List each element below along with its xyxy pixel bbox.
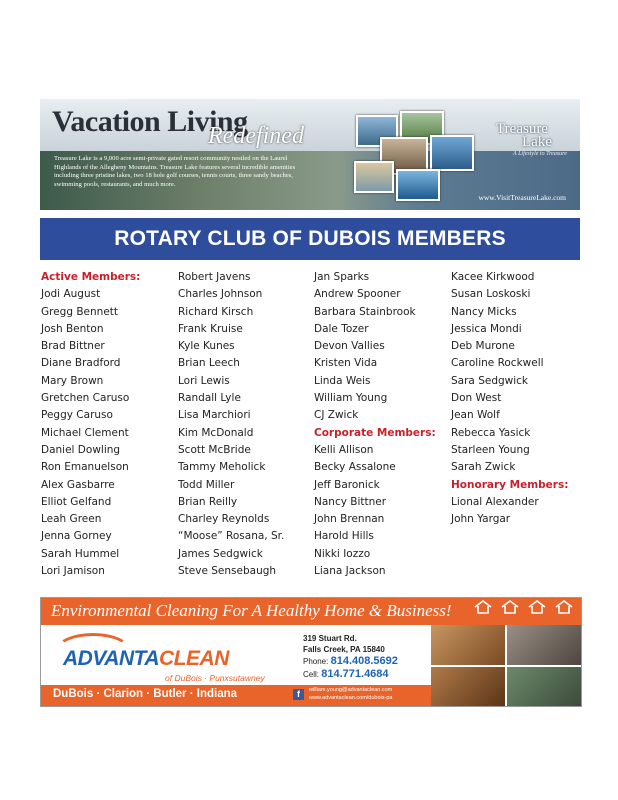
member-name: Charles Johnson [178, 288, 263, 301]
member-name: Devon Vallies [314, 340, 385, 353]
member-name: Lional Alexander [451, 495, 539, 508]
member-name: Daniel Dowling [41, 443, 121, 456]
ad-photo-collage [350, 111, 476, 201]
member-name: Liana Jackson [314, 565, 386, 578]
floor-photo [431, 667, 505, 706]
member-name: Don West [451, 392, 502, 405]
member-name: Linda Weis [314, 374, 371, 387]
ad-headline-script: Redefined [208, 123, 304, 149]
house-icon [526, 600, 548, 620]
member-name: Jean Wolf [451, 409, 500, 422]
member-name: Josh Benton [41, 322, 104, 335]
member-name: Dale Tozer [314, 322, 369, 335]
service-cities: DuBois · Clarion · Butler · Indiana [53, 688, 238, 700]
advantaclean-logo-area [41, 625, 301, 685]
advantaclean-ad [40, 597, 582, 707]
member-name: Frank Kruise [178, 322, 243, 335]
member-name: Alex Gasbarre [41, 478, 115, 491]
member-name: Robert Javens [178, 271, 251, 283]
member-name: Charley Reynolds [178, 513, 270, 526]
member-name: Diane Bradford [41, 357, 121, 370]
member-section-header: Honorary Members: [451, 478, 569, 491]
member-name: James Sedgwick [178, 547, 263, 560]
member-name: Ron Emanuelson [41, 461, 129, 474]
member-name: Gretchen Caruso [41, 392, 130, 405]
ad-headline: Vacation Living [52, 105, 248, 138]
member-name: John Yargar [451, 513, 511, 526]
member-name: Brad Bittner [41, 340, 105, 353]
member-name: William Young [314, 392, 388, 405]
member-name: Andrew Spooner [314, 288, 401, 301]
logo-subtitle: of DuBois · Punxsutawney [165, 673, 265, 683]
member-name: Richard Kirsch [178, 305, 254, 318]
cell-line [303, 668, 423, 681]
member-name: Harold Hills [314, 530, 374, 543]
basement-photo [507, 625, 581, 665]
logo-clean: CLEAN [159, 647, 229, 670]
ad-description: Treasure Lake is a 9,000 acre semi-private gated resort community nestled on the Laurel Highlands of the Allegheny Mountains. Treasure Lake features several incredible amenities including three pristine lakes, two 18 hole golf courses, tennis courts, three sandy beaches, swimming pools, restaurants, and much more. [54, 155, 296, 188]
member-name: Tammy Meholick [178, 461, 266, 474]
member-name: Becky Assalone [314, 461, 396, 474]
member-name: “Moose” Rosana, Sr. [178, 530, 285, 543]
house-icon [472, 600, 494, 620]
member-name: Nikki Iozzo [314, 547, 371, 560]
treasure-lake-ad [40, 99, 580, 210]
member-column-3 [314, 269, 436, 580]
member-column-4 [451, 269, 568, 528]
cell-label: Cell: [303, 670, 320, 679]
member-name: John Brennan [314, 513, 385, 526]
member-column-1 [41, 269, 140, 580]
ad-url: www.VisitTreasureLake.com [478, 193, 566, 202]
ad-slogan-bar [41, 598, 581, 625]
website-address: www.advantaclean.com/dubois-pa [309, 694, 393, 701]
member-section-header: Corporate Members: [314, 426, 436, 439]
boat-photo [430, 135, 474, 171]
member-name: Lisa Marchiori [178, 409, 251, 422]
member-name: Randall Lyle [178, 392, 241, 405]
member-name: Barbara Stainbrook [314, 305, 416, 318]
member-name: Nancy Micks [451, 305, 517, 318]
house-icon [553, 600, 575, 620]
phone-line [303, 655, 423, 668]
contact-info [303, 633, 423, 681]
member-name: Kristen Vida [314, 357, 378, 370]
member-name: Kyle Kunes [178, 340, 235, 353]
contact-links [309, 687, 392, 702]
member-name: Caroline Rockwell [451, 357, 544, 370]
member-name: Jodi August [41, 288, 101, 301]
cell-number: 814.771.4684 [321, 668, 389, 680]
advantaclean-logo [63, 647, 229, 671]
logo-advanta: ADVANTA [63, 647, 160, 670]
treasure-lake-logo [472, 121, 572, 157]
member-name: Sarah Zwick [451, 461, 516, 474]
phone-number: 814.408.5692 [330, 655, 398, 667]
member-name: Peggy Caruso [41, 409, 113, 422]
logo-tagline: A Lifestyle to Treasure [513, 151, 567, 157]
facebook-icon: f [293, 689, 304, 700]
member-name: Steve Sensebaugh [178, 565, 277, 578]
member-name: Jenna Gorney [41, 530, 112, 543]
ad-slogan: Environmental Cleaning For A Healthy Home & Business! [51, 601, 452, 620]
member-name: Kim McDonald [178, 426, 254, 439]
address-line-1: 319 Stuart Rd. [303, 634, 357, 643]
address-line-2: Falls Creek, PA 15840 [303, 645, 385, 654]
mold-photo [507, 667, 581, 706]
logo-line-1: Treasure [496, 121, 548, 137]
member-name: Sara Sedgwick [451, 374, 529, 387]
water-photo [396, 169, 440, 201]
member-column-2 [178, 269, 284, 580]
member-name: Mary Brown [41, 374, 104, 387]
member-name: Jessica Mondi [451, 322, 522, 335]
member-name: Starleen Young [451, 443, 530, 456]
member-name: CJ Zwick [314, 409, 359, 422]
wood-photo [431, 625, 505, 665]
member-name: Jan Sparks [314, 271, 370, 283]
member-name: Jeff Baronick [314, 478, 380, 491]
member-name: Deb Murone [451, 340, 515, 353]
member-name: Susan Loskoski [451, 288, 531, 301]
member-name: Rebecca Yasick [451, 426, 531, 439]
member-name: Kacee Kirkwood [451, 271, 535, 283]
cities-bar [41, 685, 431, 706]
member-name: Gregg Bennett [41, 305, 119, 318]
logo-line-2: Lake [522, 134, 552, 150]
member-name: Leah Green [41, 513, 102, 526]
phone-label: Phone: [303, 657, 329, 666]
member-name: Brian Leech [178, 357, 240, 370]
email-address: william.young@advantaclean.com [309, 687, 393, 693]
house-icon [499, 600, 521, 620]
member-name: Kelli Allison [314, 443, 374, 456]
member-name: Lori Jamison [41, 565, 105, 578]
member-name: Brian Reilly [178, 495, 238, 508]
member-name: Nancy Bittner [314, 495, 387, 508]
member-section-header: Active Members: [41, 271, 141, 283]
service-photos [431, 625, 581, 706]
member-name: Sarah Hummel [41, 547, 120, 560]
page-title: ROTARY CLUB OF DUBOIS MEMBERS [40, 218, 580, 260]
member-name: Todd Miller [178, 478, 235, 491]
member-name: Lori Lewis [178, 374, 230, 387]
member-name: Elliot Gelfand [41, 495, 112, 508]
beach-photo [354, 161, 394, 193]
member-name: Michael Clement [41, 426, 129, 439]
service-icons [472, 600, 575, 620]
member-name: Scott McBride [178, 443, 251, 456]
